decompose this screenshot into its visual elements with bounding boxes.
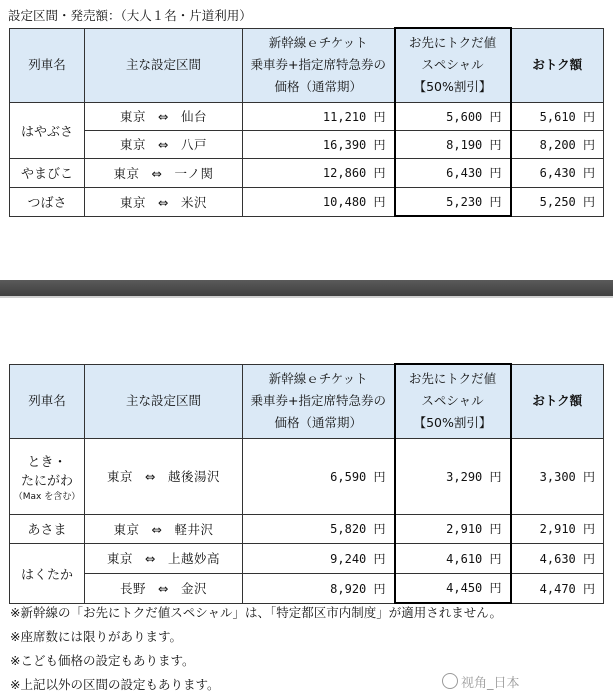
- saving-cell: 4,470 円: [511, 573, 604, 603]
- header-regular-line: 乗車券+指定席特急券の: [250, 57, 386, 72]
- table-row: [10, 158, 604, 187]
- header-regular-line: 価格（通常期）: [274, 415, 362, 430]
- saving-cell: 5,250 円: [511, 187, 604, 216]
- saving-cell: 4,630 円: [511, 543, 604, 573]
- special-price-cell: 4,610 円: [395, 543, 511, 573]
- section-to: 上越妙高: [167, 551, 220, 566]
- section-to: 越後湯沢: [167, 469, 220, 484]
- header-section: 主な設定区間: [85, 28, 243, 102]
- header-special-line: スペシャル: [421, 393, 484, 409]
- table-row: [10, 187, 604, 216]
- section-from: 東京: [106, 551, 133, 566]
- section-from: 東京: [106, 469, 133, 484]
- regular-price-cell: 6,590 円: [243, 438, 395, 514]
- section-arrow: ⇔: [151, 521, 163, 537]
- special-price-cell: 6,430 円: [395, 158, 511, 187]
- section-to: 米沢: [180, 194, 207, 210]
- train-name-line: やまびこ: [20, 167, 73, 182]
- train-name-line: （Max を含む）: [13, 491, 81, 502]
- watermark: [442, 672, 520, 691]
- train-name-line: たにがわ: [20, 473, 73, 489]
- fare-table-2: [9, 363, 604, 604]
- section-arrow: ⇔: [158, 109, 169, 124]
- header-regular-line: 新幹線ｅチケット: [268, 371, 368, 386]
- section-cell: [85, 438, 243, 514]
- note-line: ※上記以外の区間の設定もあります。: [10, 677, 220, 692]
- special-price-cell: 4,450 円: [395, 573, 511, 603]
- regular-price-cell: 8,920 円: [243, 573, 395, 603]
- saving-cell: 6,430 円: [511, 158, 604, 187]
- section-from: 東京: [119, 109, 146, 124]
- regular-price-cell: 12,860 円: [243, 158, 395, 187]
- header-regular: [243, 28, 395, 102]
- train-name-cell: [10, 158, 85, 187]
- train-name-cell: [10, 543, 85, 603]
- header-special-line: 【50%割引】: [413, 415, 492, 431]
- section-arrow: ⇔: [151, 165, 163, 181]
- section-cell: [85, 543, 243, 573]
- section-to: 軽井沢: [174, 521, 214, 537]
- saving-cell: 3,300 円: [511, 438, 604, 514]
- train-name-line: はやぶさ: [20, 124, 73, 140]
- fare-table-1: [9, 27, 604, 217]
- table-row: [10, 438, 604, 514]
- header-train: 列車名: [10, 28, 85, 102]
- header-special-line: お先にトクだ値: [408, 371, 497, 387]
- train-name-line: つばさ: [27, 196, 67, 211]
- section-arrow: ⇔: [145, 469, 156, 484]
- section-cell: [85, 573, 243, 603]
- header-train: 列車名: [10, 364, 85, 438]
- table-row: [10, 130, 604, 158]
- notes: [10, 601, 502, 697]
- table-row: [10, 514, 604, 543]
- train-name-cell: [10, 438, 85, 514]
- section-arrow: ⇔: [158, 581, 169, 596]
- note-line: ※新幹線の「お先にトクだ値スペシャル」は、「特定都区市内制度」が適用されません。: [10, 605, 502, 620]
- page-divider-edge: [0, 296, 613, 298]
- note-line: ※こども価格の設定もあります。: [10, 653, 195, 668]
- header-saving: おトク額: [511, 364, 604, 438]
- section-from: 東京: [119, 194, 146, 210]
- section-cell: [85, 130, 243, 158]
- section-from: 長野: [119, 581, 146, 596]
- section-cell: [85, 187, 243, 216]
- train-name-cell: [10, 514, 85, 543]
- regular-price-cell: 11,210 円: [243, 102, 395, 130]
- train-name-line: あさま: [27, 523, 67, 538]
- table-row: [10, 102, 604, 130]
- section-cell: [85, 158, 243, 187]
- header-regular-line: 価格（通常期）: [274, 79, 362, 94]
- section-to: 仙台: [180, 109, 207, 124]
- section-to: 一ノ関: [174, 165, 214, 181]
- header-saving: おトク額: [511, 28, 604, 102]
- regular-price-cell: 16,390 円: [243, 130, 395, 158]
- header-special: [395, 28, 511, 102]
- header-special-line: 【50%割引】: [413, 79, 492, 95]
- table-caption: 設定区間・発売額：（大人１名・片道利用）: [8, 8, 252, 23]
- train-name-cell: [10, 187, 85, 216]
- regular-price-cell: 10,480 円: [243, 187, 395, 216]
- header-section: 主な設定区間: [85, 364, 243, 438]
- regular-price-cell: 5,820 円: [243, 514, 395, 543]
- table-row: [10, 543, 604, 573]
- section-to: 金沢: [180, 581, 207, 596]
- saving-cell: 2,910 円: [511, 514, 604, 543]
- train-name-line: はくたか: [20, 567, 73, 583]
- watermark-text: 视角_日本: [461, 676, 520, 691]
- section-from: 東京: [113, 521, 140, 537]
- header-regular: [243, 364, 395, 438]
- weibo-icon: [442, 673, 458, 689]
- section-arrow: ⇔: [145, 551, 156, 566]
- section-arrow: ⇔: [158, 137, 169, 152]
- saving-cell: 8,200 円: [511, 130, 604, 158]
- special-price-cell: 8,190 円: [395, 130, 511, 158]
- train-name-line: とき・: [27, 454, 67, 470]
- header-regular-line: 乗車券+指定席特急券の: [250, 393, 386, 408]
- saving-cell: 5,610 円: [511, 102, 604, 130]
- section-arrow: ⇔: [158, 194, 169, 210]
- special-price-cell: 5,230 円: [395, 187, 511, 216]
- note-line: ※座席数には限りがあります。: [10, 629, 182, 644]
- header-special: [395, 364, 511, 438]
- table-row: [10, 573, 604, 603]
- special-price-cell: 3,290 円: [395, 438, 511, 514]
- section-cell: [85, 514, 243, 543]
- page-divider: [0, 280, 613, 296]
- section-from: 東京: [113, 165, 140, 181]
- header-special-line: お先にトクだ値: [408, 35, 497, 51]
- header-special-line: スペシャル: [421, 57, 484, 73]
- regular-price-cell: 9,240 円: [243, 543, 395, 573]
- special-price-cell: 5,600 円: [395, 102, 511, 130]
- header-regular-line: 新幹線ｅチケット: [268, 35, 368, 50]
- section-to: 八戸: [180, 137, 207, 152]
- section-cell: [85, 102, 243, 130]
- train-name-cell: [10, 102, 85, 158]
- section-from: 東京: [119, 137, 146, 152]
- special-price-cell: 2,910 円: [395, 514, 511, 543]
